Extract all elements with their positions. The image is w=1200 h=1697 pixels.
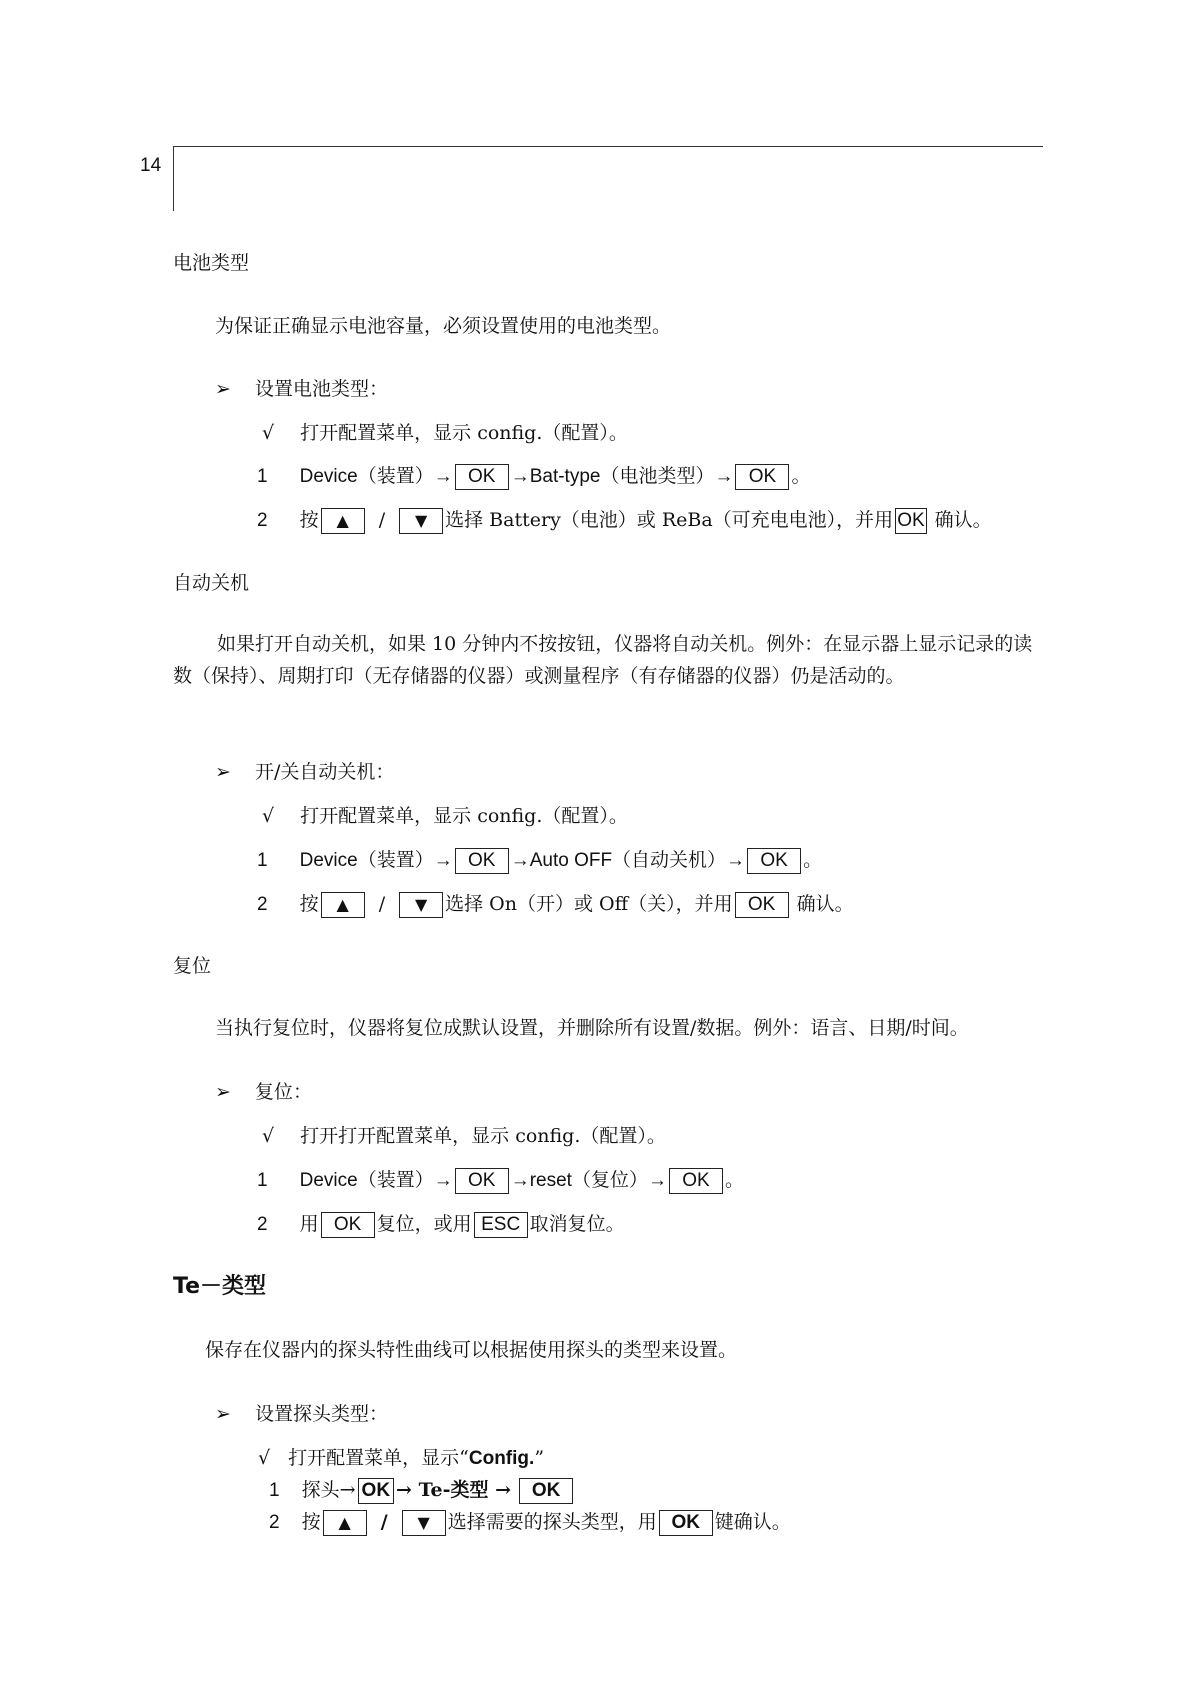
step-number: 1 — [257, 850, 268, 871]
check-mark-icon: √ — [262, 805, 275, 827]
ok-key: OK — [358, 1478, 395, 1504]
check-step-text: 打开配置菜单，显示“ — [288, 1447, 469, 1469]
step-text-end: 键确认。 — [714, 1511, 791, 1533]
check-mark-icon: √ — [262, 1125, 275, 1147]
esc-key: ESC — [474, 1212, 528, 1238]
check-step-text-end: ” — [534, 1447, 545, 1469]
section-title-auto-off: 自动关机 — [173, 572, 250, 594]
check-step-config: Config. — [468, 1448, 535, 1469]
header-vertical-rule — [173, 146, 174, 211]
ok-key: OK — [455, 848, 509, 874]
section-title-text: Te－类型 — [173, 1274, 267, 1299]
step-text: 按 — [301, 1511, 321, 1533]
step-text: 探头→ — [301, 1479, 356, 1501]
down-arrow-key-icon: ▼ — [399, 508, 443, 534]
check-mark-icon: √ — [258, 1447, 271, 1469]
section-intro-te-type: 保存在仪器内的探头特性曲线可以根据使用探头的类型来设置。 — [205, 1339, 738, 1361]
step-number: 1 — [257, 1170, 268, 1191]
step-2-battery — [257, 505, 992, 534]
step-text: 选择 Battery（电池）或 ReBa（可充电电池），并用 — [445, 509, 894, 531]
bullet-arrow-icon: ➢ — [215, 1081, 231, 1103]
step-2-reset — [257, 1209, 625, 1238]
ok-key: OK — [735, 464, 789, 490]
bullet-arrow-icon: ➢ — [215, 378, 231, 400]
bullet-arrow-icon: ➢ — [215, 1403, 231, 1425]
step-text: 复位，或用 — [376, 1213, 472, 1235]
step-text: Device（装置）→ — [299, 850, 453, 871]
step-number: 1 — [269, 1480, 280, 1501]
section-title-reset: 复位 — [173, 955, 212, 977]
ok-key: OK — [669, 1168, 723, 1194]
up-arrow-key-icon: ▲ — [321, 508, 365, 534]
header-rule — [173, 146, 1043, 147]
step-1-reset — [257, 1165, 744, 1194]
down-arrow-key-icon: ▼ — [399, 892, 443, 918]
step-text: → Te-类型 → — [396, 1479, 512, 1501]
step-number: 2 — [257, 1214, 268, 1235]
bullet-reset — [215, 1077, 312, 1104]
check-step-text: 打开配置菜单，显示 config.（配置）。 — [300, 805, 628, 827]
check-mark-icon: √ — [262, 422, 275, 444]
step-text: 选择需要的探头类型，用 — [447, 1511, 657, 1533]
step-text: 按 — [299, 893, 319, 915]
step-number: 2 — [269, 1512, 280, 1533]
step-text-end: 取消复位。 — [529, 1213, 625, 1235]
step-text: →Bat-type（电池类型）→ — [510, 466, 734, 487]
step-text-end: 。 — [791, 465, 811, 487]
step-1-auto-off — [257, 845, 822, 874]
down-arrow-key-icon: ▼ — [402, 1510, 446, 1536]
ok-key: OK — [455, 464, 509, 490]
step-text-end: 确认。 — [928, 509, 992, 531]
page-number: 14 — [140, 155, 162, 176]
bullet-battery-type — [215, 374, 388, 401]
section-title-battery-type: 电池类型 — [173, 252, 250, 274]
bullet-label: 设置电池类型： — [254, 378, 388, 400]
check-step-battery — [262, 418, 628, 445]
step-text: 按 — [299, 509, 319, 531]
key-separator: / — [378, 509, 386, 531]
check-step-text: 打开打开配置菜单，显示 config.（配置）。 — [300, 1125, 666, 1147]
step-number: 1 — [257, 466, 268, 487]
ok-key: OK — [519, 1478, 573, 1504]
ok-key: OK — [659, 1510, 713, 1536]
step-text: 选择 On（开）或 Off（关），并用 — [445, 893, 733, 915]
bullet-label: 开/关自动关机： — [254, 761, 395, 783]
section-intro-auto-off: 如果打开自动关机，如果 10 分钟内不按按钮，仪器将自动关机。例外：在显示器上显示记录的读数（保持）、周期打印（无存储器的仪器）或测量程序（有存储器的仪器）仍是活动的。 — [173, 633, 1033, 687]
check-step-reset — [262, 1121, 666, 1148]
step-text: →Auto OFF（自动关机）→ — [510, 850, 746, 871]
step-number: 2 — [257, 510, 268, 531]
step-text: Device（装置）→ — [299, 1170, 453, 1191]
section-intro-battery-type: 为保证正确显示电池容量，必须设置使用的电池类型。 — [215, 315, 672, 337]
check-step-auto-off — [262, 801, 628, 828]
step-text: Device（装置）→ — [299, 466, 453, 487]
step-2-te-type — [269, 1507, 791, 1536]
ok-key: OK — [747, 848, 801, 874]
key-separator: / — [378, 893, 386, 915]
bullet-arrow-icon: ➢ — [215, 761, 231, 783]
ok-key: OK — [321, 1212, 375, 1238]
bullet-label: 设置探头类型： — [254, 1403, 388, 1425]
check-step-text: 打开配置菜单，显示 config.（配置）。 — [300, 422, 628, 444]
step-text-end: 确认。 — [790, 893, 854, 915]
ok-key: OK — [455, 1168, 509, 1194]
step-text-end: 。 — [724, 1169, 744, 1191]
step-number: 2 — [257, 894, 268, 915]
key-separator: / — [380, 1511, 388, 1533]
bullet-label: 复位： — [254, 1081, 312, 1103]
step-2-auto-off — [257, 889, 854, 918]
bullet-auto-off — [215, 757, 394, 784]
step-1-te-type — [269, 1475, 575, 1504]
up-arrow-key-icon: ▲ — [323, 1510, 367, 1536]
check-step-te-type — [258, 1443, 544, 1470]
ok-key: OK — [895, 508, 926, 534]
bullet-te-type — [215, 1399, 388, 1426]
step-text: →reset（复位）→ — [510, 1170, 667, 1191]
section-intro-reset: 当执行复位时，仪器将复位成默认设置，并删除所有设置/数据。例外：语言、日期/时间。 — [215, 1017, 969, 1039]
up-arrow-key-icon: ▲ — [321, 892, 365, 918]
step-1-battery — [257, 461, 810, 490]
step-text: 用 — [299, 1213, 319, 1235]
section-title-te-type — [173, 1269, 266, 1300]
step-text-end: 。 — [803, 849, 823, 871]
ok-key: OK — [735, 892, 789, 918]
